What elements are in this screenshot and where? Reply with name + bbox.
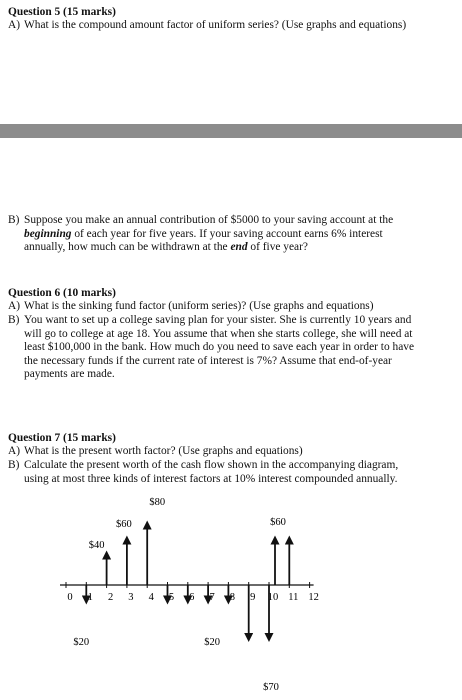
- q6-b-line: the necessary funds if the current rate of interest is 7%? Assume that end-of-year: [24, 354, 392, 367]
- period-label: 3: [128, 592, 134, 603]
- q7-b-line: Calculate the present worth of the cash flow shown in the accompanying diagram,: [24, 459, 399, 471]
- amount-label: $60: [116, 519, 132, 530]
- q5-b-line3: [24, 241, 393, 255]
- period-label: 10: [267, 592, 279, 603]
- q6-b-line: You want to set up a college saving plan for your sister. She is currently 10 years and: [24, 314, 412, 326]
- q5-a-label: A): [8, 19, 21, 31]
- q7-b-label: B): [8, 459, 20, 471]
- q6-a-text: What is the sinking fund factor (uniform series)? (Use graphs and equations): [24, 300, 374, 312]
- q6-b-label: B): [8, 314, 20, 326]
- amount-label: $20: [73, 637, 90, 648]
- q7-part-a: [8, 445, 303, 458]
- q7-b-line: using at most three kinds of interest factors at 10% interest compounded annually.: [24, 472, 398, 485]
- q6-a-label: A): [8, 300, 21, 312]
- q5-a-text: What is the compound amount factor of uniform series? (Use graphs and equations): [24, 19, 407, 31]
- period-label: 2: [107, 592, 114, 603]
- q5-b-beginning: beginning: [24, 227, 72, 240]
- q5-b-line3-post: of five year?: [247, 241, 308, 253]
- amount-label: $70: [263, 682, 279, 693]
- period-label: 12: [308, 592, 319, 603]
- period-label: 4: [148, 592, 154, 603]
- q6-title: Question 6 (10 marks): [8, 287, 116, 299]
- q5-b-line2: [24, 228, 393, 242]
- q5-b-end: end: [230, 241, 248, 253]
- period-label: 11: [288, 592, 299, 603]
- period-label: 7: [209, 592, 215, 603]
- q5-b-line3-pre: annually, how much can be withdrawn at the: [24, 241, 231, 253]
- q7-a-label: A): [8, 445, 21, 457]
- q6-b-line: least $100,000 in the bank. How much do you need to save each year in order to have: [24, 341, 415, 353]
- q6-part-a: [8, 300, 374, 313]
- period-label: 6: [189, 592, 195, 603]
- period-label: 9: [250, 592, 256, 603]
- q6-b-line: payments are made.: [24, 368, 115, 380]
- amount-label: $80: [149, 497, 166, 508]
- period-label: 8: [229, 592, 236, 603]
- q5-title: Question 5 (15 marks): [8, 6, 116, 18]
- cash-flow-diagram: [40, 495, 340, 700]
- q6-b-line: will go to college at age 18. You assume that when she starts college, she will need at: [24, 327, 413, 340]
- period-label: 5: [168, 592, 175, 603]
- q5-b-label: B): [8, 214, 20, 226]
- amount-label: $40: [88, 540, 105, 551]
- q5-part-a: [8, 19, 407, 32]
- period-label: 1: [87, 592, 93, 603]
- q5-b-line1: Suppose you make an annual contribution of $5000 to your saving account at the: [24, 214, 394, 226]
- q7-a-text: What is the present worth factor? (Use graphs and equations): [24, 445, 303, 457]
- redaction-band: [0, 124, 462, 138]
- amount-label: $60: [270, 517, 286, 528]
- amount-label: $20: [204, 637, 220, 648]
- period-label: 0: [67, 592, 73, 603]
- q7-title: Question 7 (15 marks): [8, 432, 116, 444]
- q5-b-line2-rest: of each year for five years. If your saving account earns 6% interest: [71, 227, 383, 240]
